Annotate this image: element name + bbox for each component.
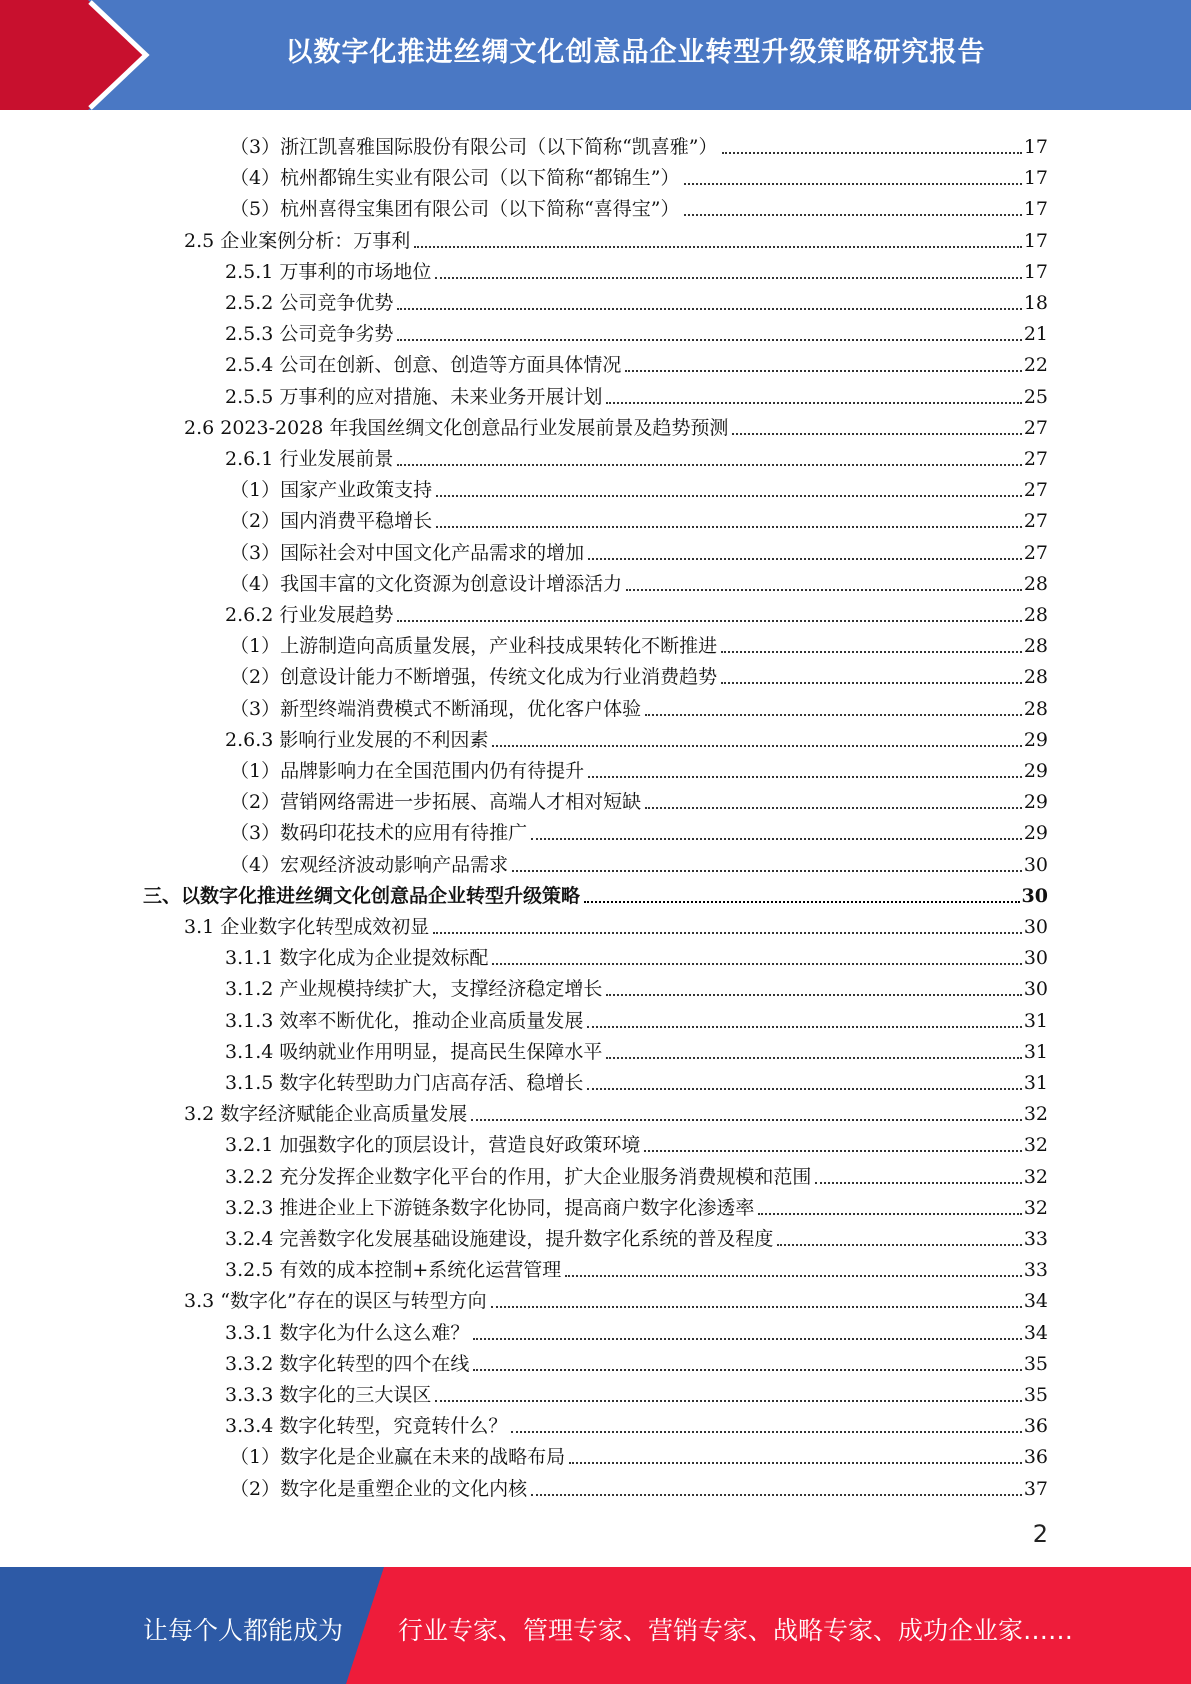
toc-entry-title: （2）国内消费平稳增长 <box>230 510 433 533</box>
toc-leader-dots <box>721 650 1022 653</box>
toc-entry[interactable] <box>225 440 1048 471</box>
toc-entry-title: 2.5.2 公司竞争优势 <box>225 292 394 314</box>
toc-entry-title: 3.1.2 产业规模持续扩大，支撑经济稳定增长 <box>225 978 603 1001</box>
toc-entry[interactable] <box>230 752 1048 783</box>
toc-entry[interactable] <box>230 1470 1048 1501</box>
toc-entry-page: 31 <box>1023 1009 1048 1032</box>
toc-entry-title: 2.5.4 公司在创新、创意、创造等方面具体情况 <box>225 354 622 377</box>
toc-leader-dots <box>435 1399 1021 1402</box>
toc-entry[interactable] <box>225 1376 1048 1407</box>
toc-entry-page: 18 <box>1023 292 1048 314</box>
toc-entry-title: （3）新型终端消费模式不断涌现，优化客户体验 <box>230 697 642 720</box>
toc-entry-title: （1）数字化是企业赢在未来的战略布局 <box>230 1446 566 1469</box>
toc-leader-dots <box>606 401 1021 404</box>
toc-leader-dots <box>491 1305 1022 1308</box>
toc-entry-page: 31 <box>1023 1072 1048 1094</box>
toc-entry-title: 2.5.3 公司竞争劣势 <box>225 323 394 346</box>
toc-leader-dots <box>397 338 1021 341</box>
toc-leader-dots <box>587 1025 1021 1028</box>
toc-leader-dots <box>645 806 1022 809</box>
footer-slogan-left: 让每个人都能成为 <box>143 1616 344 1645</box>
toc-leader-dots <box>644 1149 1021 1152</box>
toc-entry[interactable] <box>225 970 1048 1001</box>
toc-entry[interactable] <box>225 1189 1048 1220</box>
toc-leader-dots <box>511 1430 1021 1433</box>
page-number: 2 <box>1032 1520 1048 1548</box>
toc-entry[interactable] <box>143 877 1048 908</box>
toc-entry[interactable] <box>230 128 1048 159</box>
toc-leader-dots <box>606 993 1021 996</box>
toc-entry-title: 3.2 数字经济赋能企业高质量发展 <box>184 1103 468 1126</box>
toc-entry[interactable] <box>230 814 1048 845</box>
toc-entry-page: 32 <box>1023 1103 1048 1126</box>
toc-entry-title: 2.5 企业案例分析：万事利 <box>184 229 411 252</box>
toc-entry[interactable] <box>230 471 1048 502</box>
toc-entry-page: 17 <box>1023 167 1048 190</box>
toc-leader-dots <box>565 1274 1022 1277</box>
toc-leader-dots <box>722 151 1022 154</box>
toc-entry-page: 25 <box>1023 385 1048 408</box>
toc-entry-page: 27 <box>1023 479 1048 502</box>
toc-entry-page: 17 <box>1023 229 1048 252</box>
toc-entry[interactable] <box>230 783 1048 814</box>
toc-leader-dots <box>397 307 1021 310</box>
toc-leader-dots <box>471 1118 1022 1121</box>
toc-entry-title: （2）数字化是重塑企业的文化内核 <box>230 1477 528 1500</box>
toc-entry-title: 3.2.3 推进企业上下游链条数字化协同，提高商户数字化渗透率 <box>225 1196 755 1219</box>
toc-entry-title: 3.1 企业数字化转型成效初显 <box>184 916 430 938</box>
toc-entry-title: （2）营销网络需进一步拓展、高端人才相对短缺 <box>230 791 642 814</box>
toc-leader-dots <box>732 432 1021 435</box>
toc-entry[interactable] <box>225 253 1048 284</box>
page-header <box>0 0 1191 110</box>
toc-entry-title: （4）杭州都锦生实业有限公司（以下简称“都锦生”） <box>230 167 680 190</box>
toc-entry[interactable] <box>225 1314 1048 1345</box>
toc-entry-title: 3.1.4 吸纳就业作用明显，提高民生保障水平 <box>225 1040 603 1063</box>
toc-leader-dots <box>473 1368 1021 1371</box>
toc-leader-dots <box>569 1461 1022 1464</box>
toc-entry-title: 3.1.3 效率不断优化，推动企业高质量发展 <box>225 1009 584 1032</box>
toc-entry-page: 30 <box>1023 947 1048 970</box>
toc-entry[interactable] <box>230 1438 1048 1469</box>
toc-entry[interactable] <box>225 939 1048 970</box>
toc-entry[interactable] <box>230 534 1048 565</box>
toc-entry-title: 3.2.1 加强数字化的顶层设计，营造良好政策环境 <box>225 1134 641 1157</box>
toc-entry-page: 29 <box>1023 760 1048 782</box>
toc-entry-page: 28 <box>1023 572 1048 595</box>
toc-entry-page: 36 <box>1023 1446 1048 1469</box>
toc-entry-title: 2.5.1 万事利的市场地位 <box>225 260 432 283</box>
toc-leader-dots <box>645 713 1022 716</box>
toc-entry-title: 2.6 2023-2028 年我国丝绸文化创意品行业发展前景及趋势预测 <box>184 416 729 439</box>
toc-leader-dots <box>587 1087 1021 1090</box>
toc-entry-page: 29 <box>1023 822 1048 845</box>
toc-leader-dots <box>584 900 1020 903</box>
toc-entry-page: 34 <box>1023 1321 1048 1344</box>
toc-entry-title: （5）杭州喜得宝集团有限公司（以下简称“喜得宝”） <box>230 198 680 221</box>
header-arrow-decoration <box>0 0 160 110</box>
toc-entry-title: 3.3.2 数字化转型的四个在线 <box>225 1352 470 1375</box>
footer-slogan-right: 行业专家、管理专家、营销专家、战略专家、成功企业家…… <box>398 1616 1074 1645</box>
toc-entry-page: 17 <box>1023 198 1048 221</box>
toc-leader-dots <box>435 276 1021 279</box>
toc-leader-dots <box>492 744 1021 747</box>
toc-entry[interactable] <box>225 378 1048 409</box>
toc-leader-dots <box>433 931 1022 934</box>
toc-entry[interactable] <box>184 908 1048 939</box>
toc-leader-dots <box>721 681 1022 684</box>
toc-entry-page: 33 <box>1023 1259 1048 1282</box>
toc-entry-title: （3）国际社会对中国文化产品需求的增加 <box>230 541 585 564</box>
toc-leader-dots <box>531 1493 1022 1496</box>
toc-entry[interactable] <box>230 690 1048 721</box>
toc-entry[interactable] <box>225 1064 1048 1095</box>
toc-entry[interactable] <box>225 1345 1048 1376</box>
toc-entry-page: 27 <box>1023 541 1048 564</box>
toc-entry-title: 2.6.3 影响行业发展的不利因素 <box>225 728 489 751</box>
toc-entry-page: 30 <box>1023 853 1048 876</box>
toc-entry-title: 3.2.4 完善数字化发展基础设施建设，提升数字化系统的普及程度 <box>225 1228 774 1250</box>
toc-entry[interactable] <box>225 1158 1048 1189</box>
toc-entry-page: 34 <box>1023 1290 1048 1313</box>
toc-entry-title: 3.3 “数字化”存在的误区与转型方向 <box>184 1290 487 1313</box>
toc-leader-dots <box>512 869 1022 872</box>
toc-leader-dots <box>588 775 1022 778</box>
toc-entry-page: 27 <box>1023 448 1048 470</box>
toc-entry-page: 30 <box>1023 978 1048 1001</box>
toc-entry[interactable] <box>225 284 1048 315</box>
toc-entry[interactable] <box>225 315 1048 346</box>
toc-entry-page: 30 <box>1023 916 1048 938</box>
toc-leader-dots <box>684 182 1022 185</box>
toc-entry-title: （4）我国丰富的文化资源为创意设计增添活力 <box>230 572 623 595</box>
toc-entry-page: 29 <box>1023 791 1048 814</box>
toc-entry-title: 3.3.3 数字化的三大误区 <box>225 1384 432 1406</box>
toc-entry[interactable] <box>225 1220 1048 1251</box>
toc-entry-page: 27 <box>1023 416 1048 439</box>
toc-entry[interactable] <box>230 658 1048 689</box>
toc-entry-title: 2.6.1 行业发展前景 <box>225 448 394 470</box>
toc-entry-title: 3.1.1 数字化成为企业提效标配 <box>225 947 489 970</box>
toc-leader-dots <box>606 1056 1021 1059</box>
toc-entry-page: 17 <box>1023 136 1048 158</box>
toc-entry-title: 3.2.5 有效的成本控制+系统化运营管理 <box>225 1259 562 1282</box>
toc-entry[interactable] <box>230 159 1048 190</box>
toc-entry[interactable] <box>225 1033 1048 1064</box>
toc-leader-dots <box>436 494 1022 497</box>
toc-entry-title: 2.5.5 万事利的应对措施、未来业务开展计划 <box>225 385 603 408</box>
toc-entry-title: （3）浙江凯喜雅国际股份有限公司（以下简称“凯喜雅”） <box>230 136 718 158</box>
toc-entry-page: 32 <box>1023 1165 1048 1188</box>
toc-leader-dots <box>684 213 1022 216</box>
toc-entry-page: 27 <box>1023 510 1048 533</box>
toc-entry-page: 31 <box>1023 1040 1048 1063</box>
toc-entry-title: 3.2.2 充分发挥企业数字化平台的作用，扩大企业服务消费规模和范围 <box>225 1165 812 1188</box>
toc-entry-page: 28 <box>1023 604 1048 626</box>
toc-entry[interactable] <box>225 721 1048 752</box>
toc-entry[interactable] <box>225 1002 1048 1033</box>
toc-leader-dots <box>625 369 1021 372</box>
toc-entry-page: 33 <box>1023 1228 1048 1250</box>
toc-leader-dots <box>473 1337 1021 1340</box>
toc-entry[interactable] <box>184 222 1048 253</box>
toc-entry-title: 三、以数字化推进丝绸文化创意品企业转型升级策略 <box>143 884 581 907</box>
toc-leader-dots <box>626 588 1022 591</box>
toc-entry-page: 28 <box>1023 666 1048 689</box>
toc-leader-dots <box>815 1181 1021 1184</box>
toc-entry-title: （1）品牌影响力在全国范围内仍有待提升 <box>230 760 585 782</box>
toc-leader-dots <box>414 245 1022 248</box>
page-footer <box>0 1567 1191 1684</box>
toc-entry-page: 21 <box>1023 323 1048 346</box>
toc-entry[interactable] <box>230 565 1048 596</box>
toc-entry-title: 3.3.4 数字化转型，究竟转什么？ <box>225 1415 508 1438</box>
toc-entry-page: 32 <box>1023 1196 1048 1219</box>
toc-entry-title: （3）数码印花技术的应用有待推广 <box>230 822 528 845</box>
toc-entry[interactable] <box>230 502 1048 533</box>
toc-entry[interactable] <box>225 596 1048 627</box>
toc-entry-page: 30 <box>1021 884 1048 907</box>
toc-entry[interactable] <box>225 1126 1048 1157</box>
toc-entry[interactable] <box>230 627 1048 658</box>
toc-leader-dots <box>397 463 1021 466</box>
toc-leader-dots <box>492 962 1021 965</box>
toc-entry[interactable] <box>225 346 1048 377</box>
toc-entry-page: 29 <box>1023 728 1048 751</box>
toc-entry-title: （1）国家产业政策支持 <box>230 479 433 502</box>
toc-entry-title: （1）上游制造向高质量发展，产业科技成果转化不断推进 <box>230 635 718 658</box>
toc-entry[interactable] <box>225 1251 1048 1282</box>
toc-entry-title: （4）宏观经济波动影响产品需求 <box>230 853 509 876</box>
toc-entry-page: 35 <box>1023 1384 1048 1406</box>
toc-entry[interactable] <box>184 1095 1048 1126</box>
toc-entry[interactable] <box>230 846 1048 877</box>
toc-entry-page: 32 <box>1023 1134 1048 1157</box>
toc-entry-page: 37 <box>1023 1477 1048 1500</box>
toc-leader-dots <box>758 1212 1021 1215</box>
toc-entry-page: 22 <box>1023 354 1048 377</box>
toc-entry-page: 35 <box>1023 1352 1048 1375</box>
toc-entry[interactable] <box>230 190 1048 221</box>
toc-leader-dots <box>436 525 1022 528</box>
toc-leader-dots <box>397 619 1021 622</box>
toc-entry-page: 28 <box>1023 635 1048 658</box>
toc-leader-dots <box>588 557 1022 560</box>
toc-entry-title: 2.6.2 行业发展趋势 <box>225 604 394 626</box>
report-title: 以数字化推进丝绸文化创意品企业转型升级策略研究报告 <box>285 37 986 68</box>
toc-entry-page: 28 <box>1023 697 1048 720</box>
toc-leader-dots <box>777 1243 1021 1246</box>
toc-entry-page: 36 <box>1023 1415 1048 1438</box>
toc-entry-title: 3.1.5 数字化转型助力门店高存活、稳增长 <box>225 1072 584 1094</box>
toc-leader-dots <box>531 837 1022 840</box>
toc-entry-page: 17 <box>1023 260 1048 283</box>
toc-entry-title: （2）创意设计能力不断增强，传统文化成为行业消费趋势 <box>230 666 718 689</box>
toc-entry[interactable] <box>184 409 1048 440</box>
toc-entry[interactable] <box>184 1282 1048 1313</box>
toc-entry-title: 3.3.1 数字化为什么这么难？ <box>225 1321 470 1344</box>
toc-entry[interactable] <box>225 1407 1048 1438</box>
